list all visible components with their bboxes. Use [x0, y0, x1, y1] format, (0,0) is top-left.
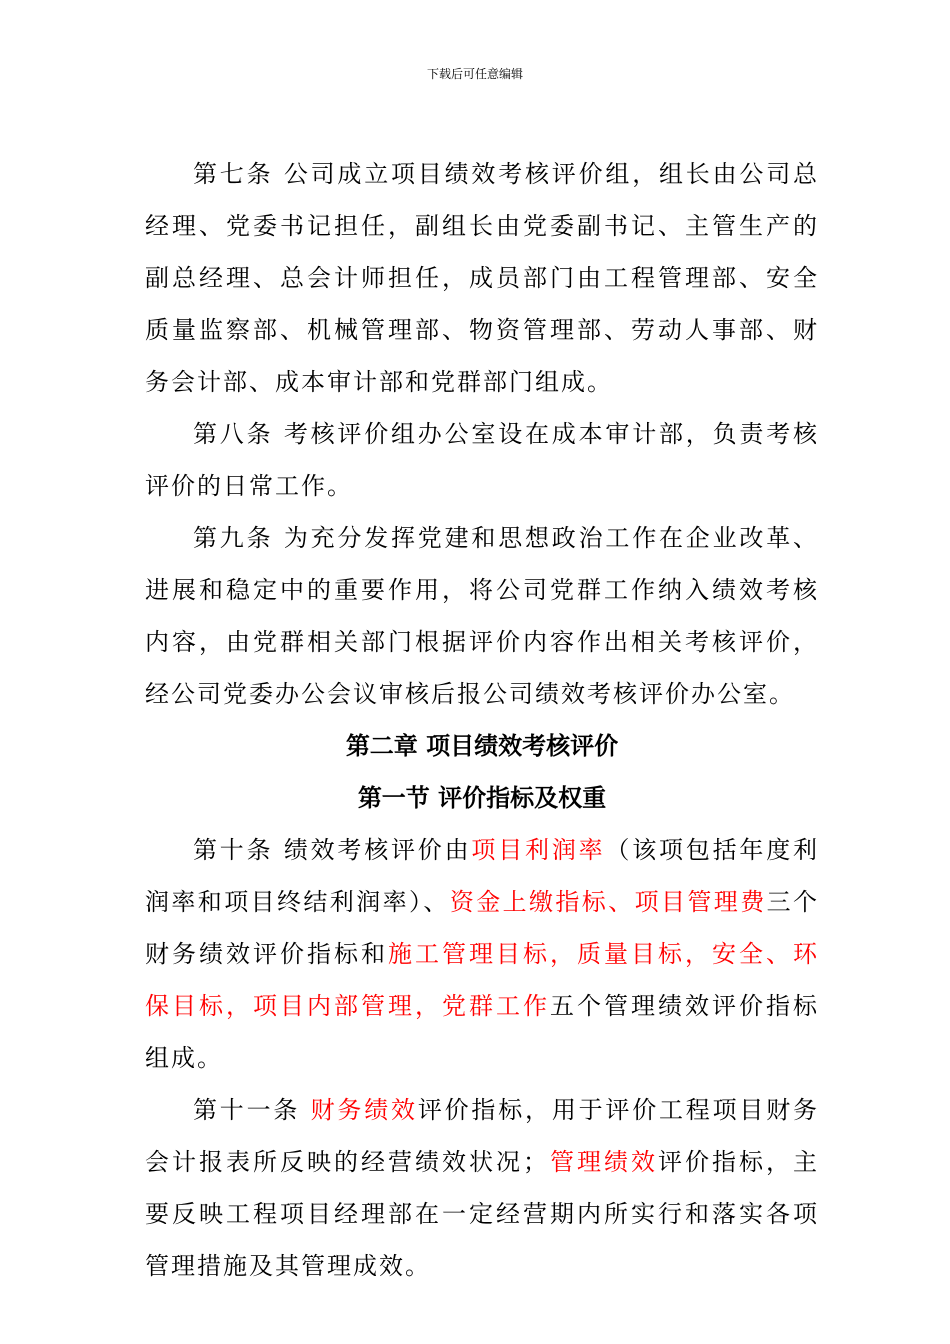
- article-11-text-1: 第十一条: [193, 1096, 311, 1124]
- article-10-highlight-3: 施工管理目标，质量目标，安全、环保目标，项目内部管理，党群工作: [145, 940, 819, 1020]
- article-8: 第八条 考核评价组办公室设在成本审计部，负责考核评价的日常工作。: [145, 420, 819, 500]
- article-10-text-2: （该项包括年度利润率和项目终结利润率）、: [145, 836, 820, 916]
- article-7: 第七条 公司成立项目绩效考核评价组，组长由公司总经理、党委书记担任，副组长由党委副书记、主管生产的副总经理、总会计师担任，成员部门由工程管理部、安全质量监察部、机械管理部、物资管理部、劳动人事部、财务会计部、成本审计部和党群部门组成。: [145, 160, 819, 396]
- article-11-text-3: 评价指标，主要反映工程项目经理部在一定经营期内所实行和落实各项管理措施及其管理成效。: [145, 1148, 819, 1280]
- article-10-highlight-2: 资金上缴指标、项目管理费: [449, 888, 767, 916]
- article-10: [145, 824, 819, 1084]
- document-body: [145, 148, 819, 1292]
- article-11-highlight-2: 管理绩效: [549, 1148, 658, 1176]
- article-10-text-4: 五个管理绩效评价指标组成。: [145, 992, 819, 1072]
- article-9: 第九条 为充分发挥党建和思想政治工作在企业改革、进展和稳定中的重要作用，将公司党群工作纳入绩效考核内容，由党群相关部门根据评价内容作出相关考核评价，经公司党委办公会议审核后报公司绩效考核评价办公室。: [145, 524, 819, 708]
- article-11: [145, 1084, 819, 1292]
- article-10-highlight-1: 项目利润率: [471, 836, 606, 864]
- article-10-text-1: 第十条 绩效考核评价由: [193, 836, 472, 864]
- section-title: 第一节 评价指标及权重: [357, 784, 607, 812]
- header-note: 下载后可任意编辑: [426, 67, 523, 81]
- article-11-highlight-1: 财务绩效: [310, 1096, 418, 1124]
- article-11-text-2: 评价指标，用于评价工程项目财务会计报表所反映的经营绩效状况；: [145, 1096, 820, 1176]
- chapter-title: 第二章 项目绩效考核评价: [345, 732, 619, 760]
- article-10-text-3: 三个财务绩效评价指标和: [145, 888, 820, 968]
